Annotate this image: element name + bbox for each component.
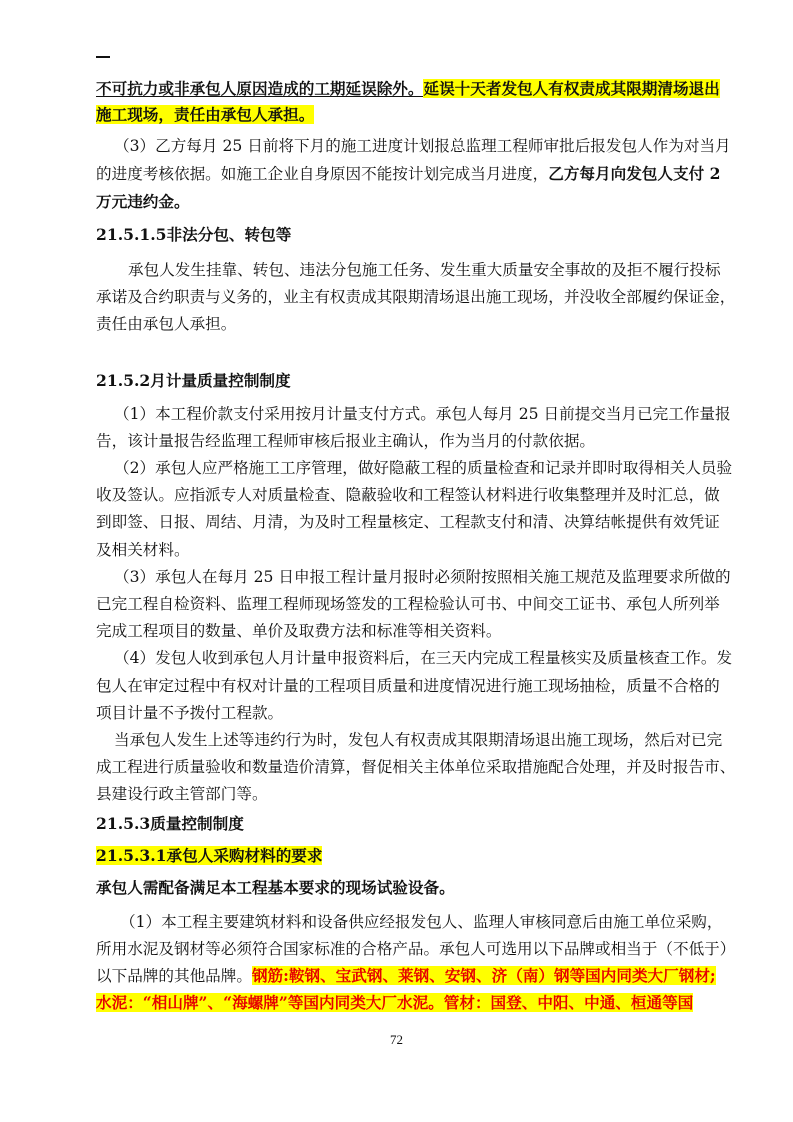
line [96,993,736,1013]
line [96,966,736,986]
line: 已完工程自检资料、监理工程师现场签发的工程检验认可书、中间交工证书、承包人所列举 [96,595,720,613]
highlighted-text: 施工现场，责任由承包人承担。 [96,105,315,124]
line: 包人在审定过程中有权对计量的工程项目质量和进度情况进行施工现场抽检，质量不合格的 [96,677,720,695]
bold-text: 乙方每月向发包人支付 2 [548,164,721,183]
highlighted-heading: 21.5.3.1承包人采购材料的要求 [96,846,323,865]
top-dash [96,56,110,58]
text: 的进度考核依据。如施工企业自身原因不能按计划完成当月进度， [96,165,549,183]
section-heading: 21.5.3质量控制制度 [96,814,244,833]
line: 及相关材料。 [96,541,190,559]
line: 完成工程项目的数量、单价及取费方法和标准等相关资料。 [96,622,502,640]
line [96,164,736,184]
page-number: 72 [390,1032,403,1047]
line: （1）本工程主要建筑材料和设备供应经报发包人、监理人审核同意后由施工单位采购， [120,913,723,931]
line: 所用水泥及钢材等必须符合国家标准的合格产品。承包人可选用以下品牌或相当于（不低于） [96,940,736,958]
line: 县建设行政主管部门等。 [96,785,268,803]
line: 承诺及合约职责与义务的，业主有权责成其限期清场退出施工现场，并没收全部履约保证金， [96,288,736,306]
section-heading: 21.5.2月计量质量控制制度 [96,371,291,390]
underlined-text: 不可抗力或非承包人原因造成的工期延误除外。 [96,79,424,98]
section-heading: 21.5.1.5非法分包、转包等 [96,225,292,244]
highlighted-red-text: 钢筋:鞍钢、宝武钢、莱钢、安钢、济（南）钢等国内同类大厂钢材; [251,966,716,985]
line: （3）乙方每月 25 日前将下月的施工进度计划报总监理工程师审批后报发包人作为对当月 [114,137,731,155]
line: 当承包人发生上述等违约行为时，发包人有权责成其限期清场退出施工现场，然后对已完 [114,731,723,749]
line: （4）发包人收到承包人月计量申报资料后，在三天内完成工程量核实及质量核查工作。发 [114,649,733,667]
line: 到即签、日报、周结、月清，为及时工程量核定、工程款支付和清、决算结帐提供有效凭证 [96,513,720,531]
text: 以下品牌的其他品牌。 [96,967,252,985]
line: 项目计量不予拨付工程款。 [96,704,284,722]
line: 承包人发生挂靠、转包、违法分包施工任务、发生重大质量安全事故的及拒不履行投标 [128,261,721,279]
highlighted-red-text: 水泥：“相山牌”、“海螺牌”等国内同类大厂水泥。管材：国登、中阳、中通、桓通等国 [96,993,694,1012]
highlighted-text: 延误十天者发包人有权责成其限期清场退出 [423,79,720,98]
line [96,79,736,99]
line: 成工程进行质量验收和数量造价清算，督促相关主体单位采取措施配合处理，并及时报告市、 [96,758,736,776]
line [96,105,736,125]
line: 收及签认。应指派专人对质量检查、隐蔽验收和工程签认材料进行收集整理并及时汇总，做 [96,486,720,504]
section-heading [96,846,736,866]
bold-line: 承包人需配备满足本工程基本要求的现场试验设备。 [96,878,455,897]
line: 责任由承包人承担。 [96,315,237,333]
line: （1）本工程价款支付采用按月计量支付方式。承包人每月 25 日前提交当月已完工作量报 [114,405,731,423]
line: （3）承包人在每月 25 日申报工程计量月报时必须附按照相关施工规范及监理要求所做的 [114,568,731,586]
line: （2）承包人应严格施工工序管理，做好隐蔽工程的质量检查和记录并即时取得相关人员验 [114,459,733,477]
line: 告，该计量报告经监理工程师审核后报业主确认，作为当月的付款依据。 [96,432,596,450]
line: 万元违约金。 [96,192,190,211]
